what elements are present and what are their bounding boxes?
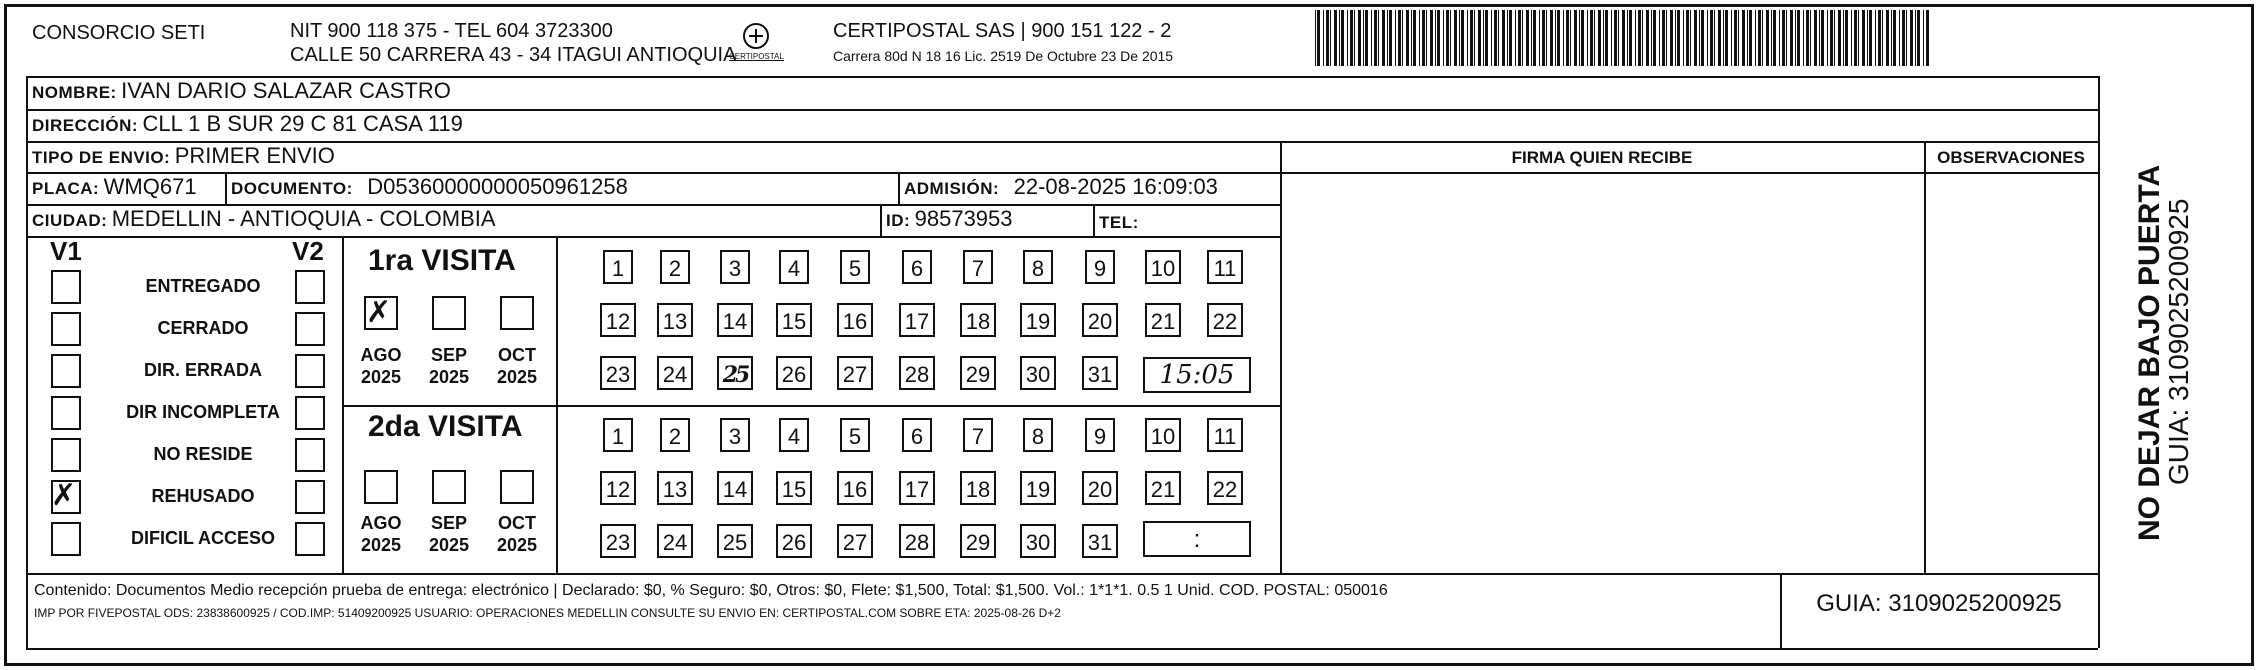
second-visit-day-19[interactable]: 19	[1020, 471, 1056, 505]
documento-field	[231, 174, 628, 200]
direccion-label: DIRECCIÓN:	[32, 116, 139, 135]
first-visit-day-28[interactable]: 28	[899, 356, 935, 390]
first-visit-month-label-oct: OCT 2025	[496, 345, 538, 387]
first-visit-month-label-sep: SEP 2025	[428, 345, 470, 387]
second-visit-day-30[interactable]: 30	[1020, 524, 1056, 558]
first-visit-day-1[interactable]: 1	[603, 250, 633, 284]
first-visit-day-19[interactable]: 19	[1020, 303, 1056, 337]
second-visit-day-1[interactable]: 1	[603, 418, 633, 452]
second-visit-day-3[interactable]: 3	[720, 418, 750, 452]
second-visit-day-25[interactable]: 25	[717, 524, 753, 558]
v1-checkbox-5[interactable]	[51, 438, 81, 472]
v2-checkbox-4[interactable]	[295, 396, 325, 430]
first-visit-day-16[interactable]: 16	[837, 303, 873, 337]
second-visit-day-16[interactable]: 16	[837, 471, 873, 505]
first-visit-title: 1ra VISITA	[368, 244, 516, 277]
first-visit-day-26[interactable]: 26	[776, 356, 812, 390]
second-visit-day-11[interactable]: 11	[1207, 418, 1243, 452]
certipostal-license: Carrera 80d N 18 16 Lic. 2519 De Octubre 23 De 2015	[833, 48, 1174, 64]
second-visit-day-8[interactable]: 8	[1023, 418, 1053, 452]
first-visit-day-24[interactable]: 24	[657, 356, 693, 390]
second-visit-day-9[interactable]: 9	[1085, 418, 1115, 452]
second-visit-day-20[interactable]: 20	[1082, 471, 1118, 505]
v1-checkbox-1[interactable]	[51, 270, 81, 304]
first-visit-day-30[interactable]: 30	[1020, 356, 1056, 390]
nombre-label: NOMBRE:	[32, 83, 117, 102]
v1-checkbox-4[interactable]	[51, 396, 81, 430]
v2-label: V2	[292, 236, 324, 266]
firma-header: FIRMA QUIEN RECIBE	[1511, 148, 1693, 167]
v1-label: V1	[50, 236, 82, 266]
v2-checkbox-6[interactable]	[295, 480, 325, 514]
contenido-text: Contenido: Documentos Medio recepción prueba de entrega: electrónico | Declarado: $0, % Seguro: $0, Otros: $0, Flete: $1,500, Total: $1,500. Vol.: 1*1*1. 0.5 1 Unid. COD. POSTAL: 050016	[34, 582, 1388, 599]
tipo-envio-value: PRIMER ENVIO	[174, 143, 335, 168]
second-visit-day-6[interactable]: 6	[902, 418, 932, 452]
reason-label-4: DIR INCOMPLETA	[126, 402, 280, 422]
second-visit-time: :	[1193, 526, 1201, 553]
admision-value: 22-08-2025 16:09:03	[1013, 174, 1218, 199]
second-visit-day-21[interactable]: 21	[1145, 471, 1181, 505]
certipostal-info: CERTIPOSTAL SAS | 900 151 122 - 2	[833, 20, 1172, 42]
observaciones-header: OBSERVACIONES	[1937, 148, 2085, 167]
first-visit-day-31[interactable]: 31	[1082, 356, 1118, 390]
footer-guia: GUIA: 3109025200925	[1816, 590, 2062, 617]
id-field	[886, 206, 1013, 232]
second-visit-day-23[interactable]: 23	[600, 524, 636, 558]
first-visit-day-4[interactable]: 4	[779, 250, 809, 284]
imp-text: IMP POR FIVEPOSTAL ODS: 23838600925 / COD.IMP: 51409200925 USUARIO: OPERACIONES MEDELLIN CONSULTE SU ENVIO EN: CERTIPOSTAL.COM SOBRE ETA: 2025-08-26 D+2	[34, 606, 1061, 620]
barcode	[1315, 10, 1932, 66]
reason-label-3: DIR. ERRADA	[143, 360, 262, 380]
first-visit-day-3[interactable]: 3	[720, 250, 750, 284]
reason-label-6: REHUSADO	[151, 486, 255, 506]
first-visit-day-12[interactable]: 12	[600, 303, 636, 337]
first-visit-day-25[interactable]: 25	[717, 356, 753, 390]
first-visit-day-10[interactable]: 10	[1145, 250, 1181, 284]
v1-checkbox-6[interactable]	[51, 480, 81, 514]
v1-checkbox-2[interactable]	[51, 312, 81, 346]
tel-field	[1099, 208, 1139, 234]
first-visit-day-15[interactable]: 15	[776, 303, 812, 337]
v2-checkbox-7[interactable]	[295, 522, 325, 556]
reason-label-2: CERRADO	[157, 318, 249, 338]
second-visit-time-box[interactable]	[1143, 521, 1251, 557]
v2-checkbox-3[interactable]	[295, 354, 325, 388]
first-visit-day-20[interactable]: 20	[1082, 303, 1118, 337]
second-visit-day-27[interactable]: 27	[837, 524, 873, 558]
second-visit-title: 2da VISITA	[368, 410, 523, 443]
reason-label-7: DIFICIL ACCESO	[130, 528, 275, 548]
first-visit-month-check-mark: ✗	[366, 295, 392, 330]
direccion-value: CLL 1 B SUR 29 C 81 CASA 119	[142, 111, 463, 136]
reason-label-5: NO RESIDE	[153, 444, 253, 464]
second-visit-day-15[interactable]: 15	[776, 471, 812, 505]
first-visit-day-17[interactable]: 17	[899, 303, 935, 337]
first-visit-day-13[interactable]: 13	[657, 303, 693, 337]
v1-checkbox-3[interactable]	[51, 354, 81, 388]
side-warning: NO DEJAR BAJO PUERTA	[2133, 164, 2166, 541]
second-visit-day-5[interactable]: 5	[840, 418, 870, 452]
first-visit-month-box-ago[interactable]	[364, 296, 398, 330]
ciudad-value: MEDELLIN - ANTIOQUIA - COLOMBIA	[111, 206, 496, 231]
second-visit-day-14[interactable]: 14	[717, 471, 753, 505]
company-address: CALLE 50 CARRERA 43 - 34 ITAGUI ANTIOQUIA	[290, 44, 737, 66]
admision-label: ADMISIÓN:	[904, 179, 1000, 198]
first-visit-day-21[interactable]: 21	[1145, 303, 1181, 337]
company-nit-tel: NIT 900 118 375 - TEL 604 3723300	[290, 20, 613, 42]
second-visit-day-18[interactable]: 18	[960, 471, 996, 505]
second-visit-month-label-ago: AGO 2025	[360, 513, 402, 555]
tipo-envio-label: TIPO DE ENVIO:	[32, 148, 171, 167]
first-visit-day-14[interactable]: 14	[717, 303, 753, 337]
v2-checkbox-1[interactable]	[295, 270, 325, 304]
first-visit-day-22[interactable]: 22	[1207, 303, 1243, 337]
v2-checkbox-5[interactable]	[295, 438, 325, 472]
v1-checkbox-7[interactable]	[51, 522, 81, 556]
second-visit-month-box-sep[interactable]	[432, 470, 466, 504]
nombre-value: IVAN DARIO SALAZAR CASTRO	[121, 78, 451, 103]
placa-field	[32, 174, 197, 200]
second-visit-day-22[interactable]: 22	[1207, 471, 1243, 505]
first-visit-month-label-ago: AGO 2025	[360, 345, 402, 387]
second-visit-day-29[interactable]: 29	[960, 524, 996, 558]
first-visit-day-9[interactable]: 9	[1085, 250, 1115, 284]
second-visit-day-12[interactable]: 12	[600, 471, 636, 505]
reason-label-1: ENTREGADO	[145, 276, 261, 296]
first-visit-day-6[interactable]: 6	[902, 250, 932, 284]
second-visit-day-10[interactable]: 10	[1145, 418, 1181, 452]
admision-field	[904, 174, 1218, 200]
second-visit-day-24[interactable]: 24	[657, 524, 693, 558]
first-visit-time: 15:05	[1159, 360, 1235, 390]
v1-check-mark: ✗	[51, 478, 77, 513]
tipo-envio-field	[32, 143, 335, 169]
documento-value: D05360000000050961258	[367, 174, 628, 199]
company-name: CONSORCIO SETI	[32, 22, 206, 44]
documento-label: DOCUMENTO:	[231, 179, 353, 198]
first-visit-day-23[interactable]: 23	[600, 356, 636, 390]
ciudad-label: CIUDAD:	[32, 211, 108, 230]
direccion-field	[32, 111, 463, 137]
second-visit-month-label-sep: SEP 2025	[428, 513, 470, 555]
side-guia: GUIA: 3109025200925	[2163, 198, 2194, 485]
second-visit-day-17[interactable]: 17	[899, 471, 935, 505]
second-visit-day-2[interactable]: 2	[660, 418, 690, 452]
second-visit-month-box-oct[interactable]	[500, 470, 534, 504]
nombre-field	[32, 78, 451, 104]
first-visit-day-7[interactable]: 7	[963, 250, 993, 284]
first-visit-day-8[interactable]: 8	[1023, 250, 1053, 284]
id-label: ID:	[886, 211, 911, 230]
first-visit-day-5[interactable]: 5	[840, 250, 870, 284]
placa-value: WMQ671	[103, 174, 197, 199]
second-visit-day-28[interactable]: 28	[899, 524, 935, 558]
v2-checkbox-2[interactable]	[295, 312, 325, 346]
first-visit-day-11[interactable]: 11	[1207, 250, 1243, 284]
ciudad-field	[32, 206, 496, 232]
second-visit-month-box-ago[interactable]	[364, 470, 398, 504]
second-visit-day-13[interactable]: 13	[657, 471, 693, 505]
first-visit-day-18[interactable]: 18	[960, 303, 996, 337]
first-visit-day-2[interactable]: 2	[660, 250, 690, 284]
first-visit-month-box-sep[interactable]	[432, 296, 466, 330]
second-visit-day-4[interactable]: 4	[779, 418, 809, 452]
first-visit-day-29[interactable]: 29	[960, 356, 996, 390]
first-visit-time-box[interactable]	[1143, 357, 1251, 393]
first-visit-day-27[interactable]: 27	[837, 356, 873, 390]
placa-label: PLACA:	[32, 179, 100, 198]
certipostal-logo: CERTIPOSTAL	[733, 20, 779, 66]
id-value: 98573953	[914, 206, 1013, 231]
second-visit-day-26[interactable]: 26	[776, 524, 812, 558]
first-visit-month-box-oct[interactable]	[500, 296, 534, 330]
second-visit-month-label-oct: OCT 2025	[496, 513, 538, 555]
second-visit-day-31[interactable]: 31	[1082, 524, 1118, 558]
tel-label: TEL:	[1099, 213, 1139, 232]
second-visit-day-7[interactable]: 7	[963, 418, 993, 452]
